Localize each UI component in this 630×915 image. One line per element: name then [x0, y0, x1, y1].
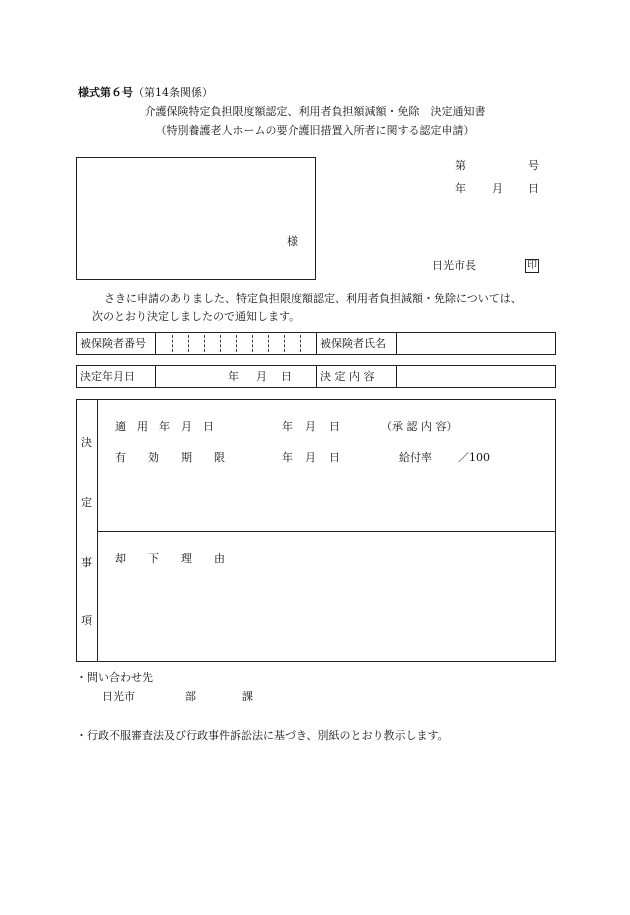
contact-department: 部: [185, 690, 196, 703]
body-text-line1: さきに申請のありました、特定負担限度額認定、利用者負担減額・免除については、: [104, 292, 522, 305]
addressee-box: [76, 157, 316, 280]
appeal-notice: ・行政不服審査法及び行政事件訴訟法に基づき、別紙のとおり教示します。: [76, 729, 449, 742]
addressee-honorific: 様: [287, 235, 298, 248]
benefit-rate-label: 給付率: [399, 451, 432, 464]
contact-section: 課: [242, 690, 253, 703]
insured-number-field[interactable]: [156, 333, 316, 354]
notice-number-prefix: 第: [455, 159, 466, 172]
issuer-name: 日光市長: [432, 259, 476, 272]
decision-date-field[interactable]: [156, 366, 316, 387]
issue-month: 月: [492, 182, 503, 195]
benefit-rate-value: ／100: [458, 451, 490, 464]
valid-until-day: 日: [329, 451, 340, 464]
document-subtitle: （特別養護老人ホームの要介護旧措置入所者に関する認定申請）: [155, 124, 475, 137]
document-title: 介護保険特定負担限度額認定、利用者負担額減額・免除 決定通知書: [144, 105, 486, 118]
insured-number-label: 被保険者番号: [80, 337, 146, 350]
decision-content-field[interactable]: [397, 366, 555, 387]
form-number: 様式第６号: [78, 86, 133, 99]
notice-number-suffix: 号: [528, 159, 539, 172]
contact-title: ・問い合わせ先: [76, 671, 153, 684]
valid-until-year: 年: [282, 451, 293, 464]
issue-year: 年: [455, 182, 466, 195]
rejection-reason-label: 却 下 理 由: [115, 552, 225, 565]
issue-day: 日: [528, 182, 539, 195]
decision-matters-box: [76, 399, 556, 662]
decision-date-label: 決定年月日: [80, 370, 135, 383]
decision-content-label: 決 定 内 容: [320, 370, 375, 383]
apply-date-day: 日: [329, 420, 340, 433]
apply-date-year: 年: [282, 420, 293, 433]
form-number-line: [78, 86, 213, 100]
decision-date-month: 月: [256, 370, 267, 383]
insured-name-label: 被保険者氏名: [320, 337, 386, 350]
side-label-ketsu: 決: [81, 436, 92, 449]
decision-date-row: [76, 365, 556, 388]
seal-stamp: 印: [527, 260, 537, 271]
body-text-line2: 次のとおり決定しましたので通知します。: [92, 310, 301, 323]
decision-date-day: 日: [281, 370, 292, 383]
side-label-ji: 事: [81, 556, 92, 569]
contact-city: 日光市: [102, 690, 135, 703]
valid-until-month: 月: [305, 451, 316, 464]
approval-content-label: （承 認 内 容）: [381, 420, 458, 433]
side-label-tei: 定: [81, 496, 92, 509]
insured-row: [76, 332, 556, 355]
valid-until-label: 有 効 期 限: [115, 451, 225, 464]
form-reference: （第14条関係）: [133, 86, 213, 99]
apply-date-month: 月: [305, 420, 316, 433]
insured-name-field[interactable]: [397, 333, 555, 354]
decision-date-year: 年: [228, 370, 239, 383]
side-label-kou: 項: [81, 614, 92, 627]
apply-date-label: 適 用 年 月 日: [115, 420, 214, 433]
